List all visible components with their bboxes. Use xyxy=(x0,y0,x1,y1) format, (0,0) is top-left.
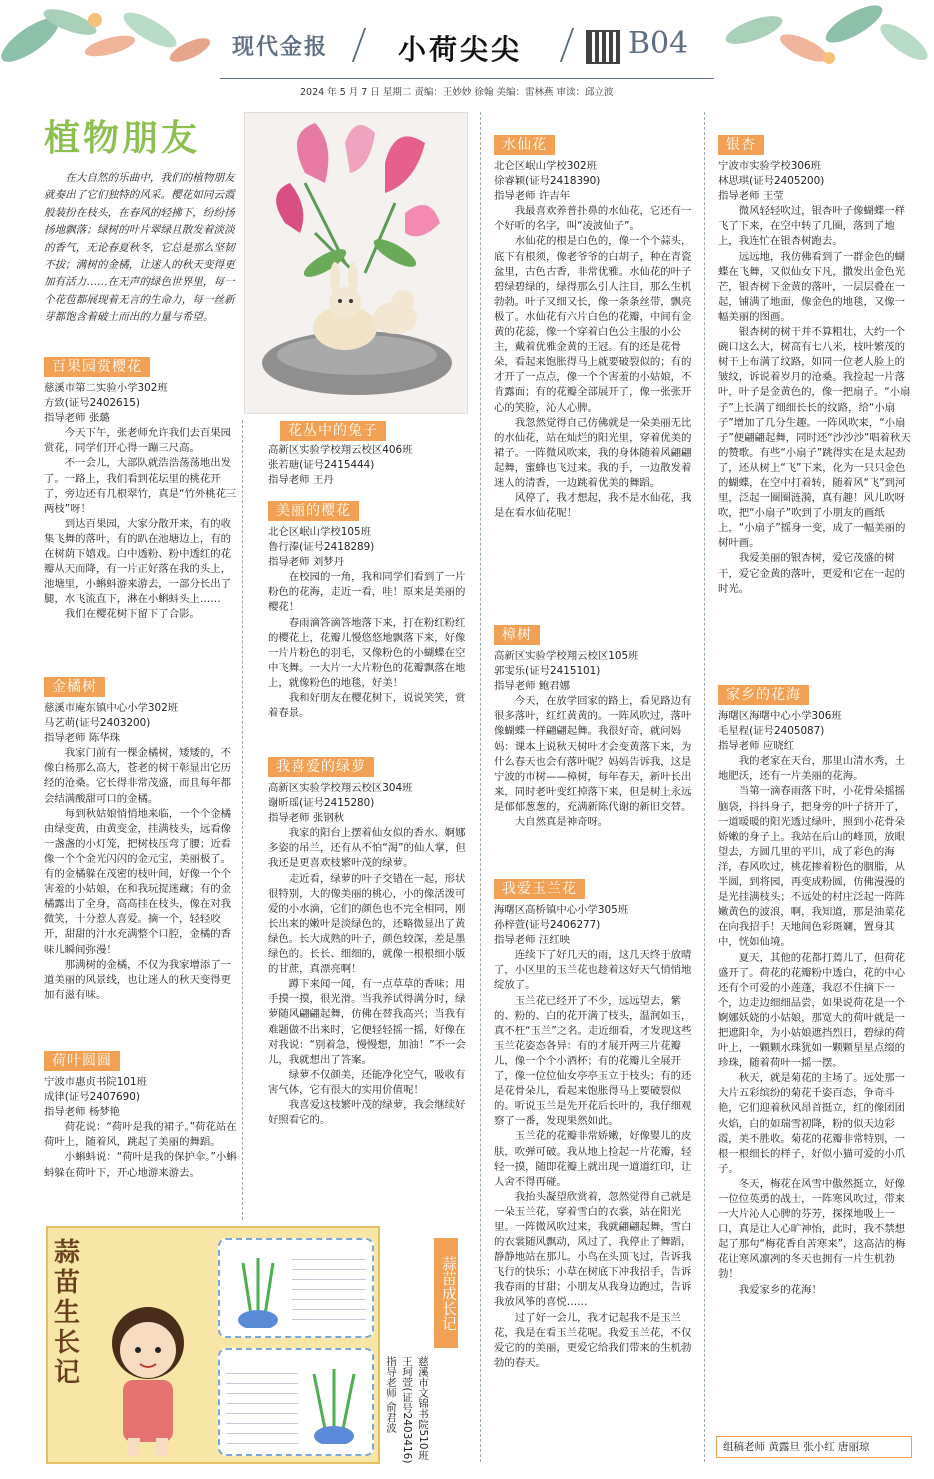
column-divider xyxy=(480,112,481,1462)
author-name: 孙梓萱(证号2406277) xyxy=(494,919,601,932)
author-name: 成律(证号2407690) xyxy=(44,1091,140,1104)
column-divider xyxy=(704,112,705,1462)
article-body-hometown-flowers xyxy=(718,754,912,1404)
teacher-name: 指导老师 杨梦艳 xyxy=(44,1106,121,1119)
section-title-garlic: 蒜苗成长记 xyxy=(434,1238,458,1348)
teacher-name: 指导老师 刘梦丹 xyxy=(268,556,345,569)
paragraph: 到达百果园，大家分散开来，有的收集飞舞的落叶，有的趴在池塘边上，有的在树荫下嬉戏。白中透粉、粉中透红的花瓣从天而降，有一片正好落在我的头上，池塘里，小蝌蚪游来游去，一部分长出了腿，水飞流直下，淋在小蝌蚪头上…… xyxy=(44,517,232,606)
school-name: 高新区实验学校翔云校区406班 xyxy=(268,444,413,456)
column-2 xyxy=(268,420,470,1127)
section-title-rabbit: 花丛中的兔子 xyxy=(280,421,386,441)
paragraph: 今天，在放学回家的路上，看见路边有很多落叶，红红黄黄的。一阵风吹过，落叶像蝴蝶一样翩翩起舞。我很好奇，就问妈妈：课本上说秋天树叶才会变黄落下来，为什么春天也会有落叶呢？妈妈告诉我，这是宁波的市树——樟树，每年春天，新叶长出来，同时老叶变红掉落下来，但是树上永远是郁郁葱葱的，充满新陈代谢的新旧交替。 xyxy=(494,695,692,813)
article-body-camphor xyxy=(494,694,694,884)
article-body-daffodil xyxy=(494,204,694,614)
author-name: 马艺萌(证号2403200) xyxy=(44,717,151,730)
author-name: 徐睿颖(证号2418390) xyxy=(494,175,601,188)
teacher-name: 指导老师 俞君波 xyxy=(385,1356,397,1433)
teacher-name: 指导老师 王莹 xyxy=(718,190,784,203)
article-body-cherry-garden xyxy=(44,426,240,666)
paragraph: 当第一滴春雨落下时，小花骨朵摇摇脑袋，抖抖身子，把身旁的叶子挤开了，一道暖暖的阳光透过绿叶，照到小花骨朵娇嫩的身子上。我站在后山的峰顶，放眼望去，方圆几里的平川，成了彩色的海洋，春风吹过，桃花掺着粉色的胭脂，从半圆，到将园，再变成粉圆，仿佛漫漫的是光挂满枝头；不远处的村庄泛起一阵阵嫩黄色的波浪，啊，我知道，那是油菜花在向我招手！天地间色彩斑斓，置身其中，恍如仙境。 xyxy=(718,785,906,949)
paragraph: 不一会儿，大部队就浩浩荡荡地出发了。一路上，我们看到花坛里的桃花开了，旁边还有几根翠竹，真是“竹外桃花三两枝”呀！ xyxy=(44,457,237,515)
garlic-poster xyxy=(46,1226,380,1464)
column-4 xyxy=(718,134,912,1464)
section-title-ginkgo: 银杏 xyxy=(718,135,764,155)
leaf-decoration-right-icon xyxy=(714,0,934,78)
section-title-hometown-flowers: 家乡的花海 xyxy=(718,685,809,705)
paragraph: 玉兰花的花瓣非常娇嫩，好像婴儿的皮肤，吹弹可破。我从地上捡起一片花瓣，轻轻一摸，随即花瓣上就出现一道道红印，让人舍不得再碰。 xyxy=(494,1130,692,1188)
paragraph: 大自然真是神奇呀。 xyxy=(514,816,609,829)
girl-illustration xyxy=(88,1288,208,1458)
school-name: 北仑区岷山学校302班 xyxy=(494,160,597,172)
section-title-kumquat: 金橘树 xyxy=(44,677,105,697)
garlic-sprout-icon xyxy=(304,1364,364,1444)
rabbit-painting xyxy=(244,112,468,414)
column-divider xyxy=(242,420,243,1220)
author-name: 王珂萱(证号2403416) xyxy=(401,1356,413,1464)
column-1 xyxy=(44,110,240,1179)
paragraph: 玉兰花已经开了不少，远远望去，紫的、粉的、白的花开满了枝头，温润如玉，真不枉“玉兰”之名。走近细看，才发现这些玉兰花姿态各异：有的才展开两三片花瓣儿，像一个个小酒杯；有的花瓣儿全展开了，像一位位仙女亭亭玉立于枝头；有的还是花骨朵儿，看起来饱胀得马上要破裂似的。听说玉兰是先开花后长叶的，我仔细观察了一番，发现果然如此。 xyxy=(494,994,692,1128)
school-name: 北仑区岷山学校105班 xyxy=(268,526,371,538)
paragraph: 小蝌蚪说：“荷叶是我的保护伞。”小蝌蚪躲在荷叶下，开心地游来游去。 xyxy=(44,1151,237,1179)
teacher-name: 指导老师 鲍君娜 xyxy=(494,680,571,693)
school-name: 海曙区海曙中心小学306班 xyxy=(718,710,842,722)
garlic-caption xyxy=(386,1238,466,1466)
garlic-sprout-icon xyxy=(228,1248,288,1328)
section-title-green-plant: 我喜爱的绿萝 xyxy=(268,757,374,777)
article-body-lotus-leaf xyxy=(44,1120,240,1220)
paragraph: 远远地，我仿佛看到了一群金色的蝴蝶在飞舞，又似仙女下凡，撒发出金色光芒，银杏树下金黄的落叶，一层层叠在一起，铺满了地面，像金色的地毯，又像一幅美丽的图画。 xyxy=(718,250,906,323)
author-name: 谢昕瑶(证号2415280) xyxy=(268,797,375,810)
school-name: 高新区实验学校翔云校区105班 xyxy=(494,650,639,662)
poster-title: 蒜苗生长记 xyxy=(54,1238,81,1388)
article-body-magnolia xyxy=(494,948,694,1468)
paragraph: 银杏树的树干并不算粗壮，大约一个碗口这么大，树高有七八米，枝叶繁茂的树干上布满了纹路，如同一位老人脸上的皱纹，诉说着岁月的沧桑。我捡起一片落叶，叶子是金黄色的，像一把扇子。“小扇子”上长满了细细长长的纹路，给“小扇子”增加了几分生趣。一阵风吹来，“小扇子”便翩翩起舞，同时还“沙沙沙”唱着秋天的赞歌。有些“小扇子”跳得实在是太起劲了，还从树上“飞”下来，化为一只只金色的蝴蝶，在空中打着转，随着风“飞”到河里，泛起一圈圈涟漪，真有趣！风儿吹呀吹，把“小扇子”吹到了小朋友的画纸上，“小扇子”摇身一变，成了一幅美丽的树叶画。 xyxy=(718,326,911,550)
masthead-rule xyxy=(220,78,714,79)
leaf-decoration-left-icon xyxy=(0,0,220,78)
intro-title: 植物朋友 xyxy=(44,118,201,159)
paragraph: 水仙花的根是白色的，像一个个蒜头，底下有根须，像老爷爷的白胡子，种在青瓷盆里，古色古香，非常优雅。水仙花的叶子碧绿碧绿的，绿得那么引人注目，那么生机勃勃。叶子又细又长，像一条条丝带，飘亮极了。水仙花有六片白色的花瓣，中间有金黄的花蕊，像一个穿着白色公主服的小公主，戴着优雅金黄的王冠。有的还是花骨朵，看起来饱胀得马上就要破裂似的；有的才开了一点点，像一个个害羞的小姑娘，不肯露面；有的花瓣全部展开了，像一张张开心的笑脸，沁人心脾。 xyxy=(494,235,692,414)
page-number: B04 xyxy=(628,26,689,61)
paragraph: 荷花说：“荷叶是我的裙子。”荷花站在荷叶上，随着风，跳起了美丽的舞蹈。 xyxy=(44,1121,237,1149)
school-name: 宁波市惠贞书院101班 xyxy=(44,1076,147,1088)
paragraph: 秋天，就是菊花的主场了。远处那一大片五彩缤纷的菊花千姿百态，争奇斗艳，它们迎着秋风昂首挺立，红的像团团火焰，白的如瑞雪初降，粉的似天边彩霞，美不胜收。菊花的花瓣非常特别，一根一根细长的样子，好似小猫可爱的小爪子。 xyxy=(718,1072,906,1175)
section-title-magnolia: 我爱玉兰花 xyxy=(494,879,585,899)
school-name: 高新区实验学校翔云校区304班 xyxy=(268,782,413,794)
author-name: 郭雯乐(证号2415101) xyxy=(494,665,601,678)
paragraph: 风停了，我才想起，我不是水仙花，我是在看水仙花呢！ xyxy=(494,492,692,520)
paragraph: 我们在樱花树下留下了合影。 xyxy=(64,608,200,621)
paragraph: 我的老家在天台，那里山清水秀，土地肥沃，还有一片美丽的花海。 xyxy=(718,755,906,783)
article-body-cherry-beauty xyxy=(268,570,470,750)
section-title-lotus-leaf: 荷叶圆圆 xyxy=(44,1051,120,1071)
section-title-cherry-beauty: 美丽的樱花 xyxy=(268,501,359,521)
article-body-green-plant xyxy=(268,826,470,1256)
paragraph: 微风轻轻吹过，银杏叶子像蝴蝶一样飞了下来，在空中转了几圈，落到了地上，我连忙在银杏树跑去。 xyxy=(718,205,906,248)
paragraph: 我家门前有一棵金橘树，矮矮的，不像白杨那么高大，苍老的树干彰显出它历经的沧桑。它长得非常茂盛，而且每年都会结满酸甜可口的金橘。 xyxy=(44,747,232,805)
column-3 xyxy=(494,134,694,1464)
author-name: 鲁行溱(证号2418289) xyxy=(268,541,375,554)
teacher-name: 指导老师 张钢秋 xyxy=(268,812,345,825)
teacher-name: 指导老师 应晓红 xyxy=(718,740,795,753)
paragraph: 我喜爱这枝繁叶茂的绿萝，我会继续好好照看它的。 xyxy=(268,1098,466,1127)
intro-body: 在大自然的乐曲中，我们的植物朋友就奏出了它们独特的风采。樱花如同云霞般装扮在枝头，在春风的轻拂下，纷纷扬扬地飘落；绿树的叶片翠绿且散发着淡淡的香气，无论春夏秋冬，它总是那么坚韧不拔；满树的金橘，让迷人的秋天变得更加有活力……在无声的绿色世界里，每一个花苞都展现着无言的生命力，每一丝新芽都饱含着破土而出的力量与希望。 xyxy=(44,172,235,324)
editors-credit: 组稿老师 黄露旦 张小红 唐丽琼 xyxy=(716,1436,912,1458)
section-title-cherry-garden: 百果园赏樱花 xyxy=(44,357,150,377)
teacher-name: 指导老师 陈华珠 xyxy=(44,732,121,745)
paragraph: 连续下了好几天的雨，这几天终于放晴了，小区里的玉兰花也趁着这好天气悄悄地绽放了。 xyxy=(494,949,692,992)
paragraph: 蹲下来闻一闻，有一点草草的香味；用手摸一摸，很光滑。当我养试得满分时，绿萝随风翩翩起舞，仿佛在替我高兴；当我有难题做不出来时，它便轻轻摇一摇，好像在对我说：“别着急，慢慢想，加油！”不一会儿，我就想出了答案。 xyxy=(268,978,466,1066)
flower-rabbit-illustration xyxy=(245,113,468,414)
paragraph: 我爱美丽的银杏树，爱它茂盛的树干，爱它金黄的落叶，更爱和它在一起的时光。 xyxy=(718,552,906,595)
school-name: 慈溪市庵东镇中心小学302班 xyxy=(44,702,179,714)
teacher-name: 指导老师 汪红映 xyxy=(494,934,571,947)
author-name: 毛星程(证号2405087) xyxy=(718,725,825,738)
teacher-name: 指导老师 王丹 xyxy=(268,474,334,487)
paragraph: 我爱家乡的花海！ xyxy=(738,1283,822,1296)
paragraph: 过了好一会儿，我才记起我不是玉兰花，我是在看玉兰花呢。我爱玉兰花，不仅爱它的的美丽，更爱它给我们带来的生机勃勃的春天。 xyxy=(494,1311,692,1369)
masthead-divider xyxy=(352,28,366,62)
teacher-name: 指导老师 张璐 xyxy=(44,412,110,425)
article-body-kumquat xyxy=(44,746,240,1046)
qr-code[interactable] xyxy=(586,30,620,64)
paragraph: 走近看，绿萝的叶子交错在一起，形状很特别，大的像美丽的桃心，小的像活泼可爱的小水滴，它们的颜色也不完全相同，刚长出来的嫩叶是淡绿色的，还略微显出了黄绿色。长大成熟的叶子，颜色较深，差是墨绿色的。长长、细细的，就像一根根细小版的甘蔗，真漂亮啊！ xyxy=(268,872,466,976)
masthead xyxy=(0,0,934,100)
paragraph: 春雨滴答滴答地落下来，打在粉红粉红的樱花上，花瓣儿慢悠悠地飘落下来，好像一片片粉色的羽毛，又像粉色的小蝴蝶在空中飞舞。一大片一大片粉色的花瓣飘落在地上，就像粉色的地毯，好美！ xyxy=(268,616,466,689)
paragraph: 夏天，其他的花都打蔫儿了，但荷花盛开了。荷花的花瓣粉中透白，花的中心还有个可爱的小莲蓬，我忍不住摘下一个，边走边细细品尝，如果说荷花是一个婀娜妖娆的小姑娘，那宽大的荷叶就是一把遮阳伞，为小姑娘遮挡烈日，碧绿的荷叶上，一颗颗水珠犹如一颗颗星星点缀的珍珠，随着荷叶一摇一摆。 xyxy=(718,951,906,1070)
paragraph: 我忽然觉得自己仿佛就是一朵美丽无比的水仙花，站在灿烂的阳光里，穿着优美的裙子。一阵微风吹来，我的身体随着风翩翩起舞，蜜蜂也飞过来。我的手，一边散发着迷人的清香，一边跳着优美的舞蹈。 xyxy=(494,416,692,489)
section-title-daffodil: 水仙花 xyxy=(494,135,555,155)
author-name: 张若瑭(证号2415444) xyxy=(268,459,375,472)
school-name: 海曙区高桥镇中心小学305班 xyxy=(494,904,629,916)
paragraph: 我和好朋友在樱花树下，说说笑笑，赏着春景。 xyxy=(268,692,466,720)
paragraph: 冬天，梅花在风雪中傲然挺立，好像一位位英勇的战士，一阵寒风吹过，带来一大片沁人心脾的芬芳，探探地吸上一口，真是让人心旷神怡，此时，我不禁想起了那句“梅花香自苦寒来”，这高洁的梅花让寒风凛冽的冬天也拥有一片生机勃勃！ xyxy=(718,1177,906,1281)
section-title-camphor: 樟树 xyxy=(494,625,540,645)
paragraph: 绿萝不仅颜美，还能净化空气，吸收有害气体，它有很大的实用价值呢！ xyxy=(268,1068,466,1096)
paper-name: 现代金报 xyxy=(232,35,329,60)
dateline: 2024 年 5 月 7 日 星期二 责编：王妙妙 徐翰 美编：雷林燕 审读：邱立波 xyxy=(300,87,614,98)
school-name: 宁波市实验学校306班 xyxy=(718,160,821,172)
paragraph: 今天下午，张老师允许我们去百果园赏花，同学们开心得一蹦三尺高。 xyxy=(44,427,232,455)
masthead-divider xyxy=(560,28,574,62)
paragraph: 我最喜欢养普扑鼻的水仙花，它还有一个好听的名字，叫“凌波仙子”。 xyxy=(494,205,692,233)
paragraph: 我家的阳台上摆着仙女似的香水、婀娜多姿的吊兰，还有从不怕“渴”的仙人掌，但我还是更喜欢枝繁叶茂的绿萝。 xyxy=(268,827,466,870)
section-name: 小荷尖尖 xyxy=(398,33,523,66)
paragraph: 那满树的金橘，不仅为我家增添了一道美丽的风景线，也让迷人的秋天变得更加有滋有味。 xyxy=(44,958,232,1001)
paragraph: 每到秋姑娘悄悄地来临，一个个金橘由绿变黄，由黄变金，挂满枝头，远看像一盏盏的小灯笼，把树枝压弯了腰；近看像一个个金光闪闪的金元宝，美丽极了。有的金橘躲在茂密的枝叶间，好像一个个害羞的小姑娘，在和我玩捉迷藏；有的金橘露出了全身，高高挂在枝头，像在对我微笑，十分惹人喜爱。摘一个，轻轻咬开，甜甜的汁水充满整个口腔，金橘的香味儿瞬间弥漫！ xyxy=(44,807,232,956)
school-name: 慈溪市文锦书院510班 xyxy=(417,1356,429,1461)
paragraph: 我抬头凝望欣赏着，忽然觉得自己就是一朵玉兰花，穿着雪白的衣裳，站在阳光里。一阵微风吹过来，我就翩翩起舞，雪白的衣裳随风飘动，风过了，我停止了舞蹈，静静地站在那儿。小鸟在头顶飞过，告诉我飞行的快乐；小草在树底下冲我招手，告诉我春雨的甘甜；小朋友从我身边跑过，告诉我放风筝的喜悦…… xyxy=(494,1190,692,1309)
teacher-name: 指导老师 许吉年 xyxy=(494,190,571,203)
article-body-ginkgo xyxy=(718,204,912,674)
author-name: 林思琪(证号2405200) xyxy=(718,175,825,188)
author-name: 方致(证号2402615) xyxy=(44,397,140,410)
school-name: 慈溪市第二实验小学302班 xyxy=(44,382,168,394)
paragraph: 在校园的一角，我和同学们看到了一片粉色的花海，走近一看，哇！原来是美丽的樱花！ xyxy=(268,571,466,614)
